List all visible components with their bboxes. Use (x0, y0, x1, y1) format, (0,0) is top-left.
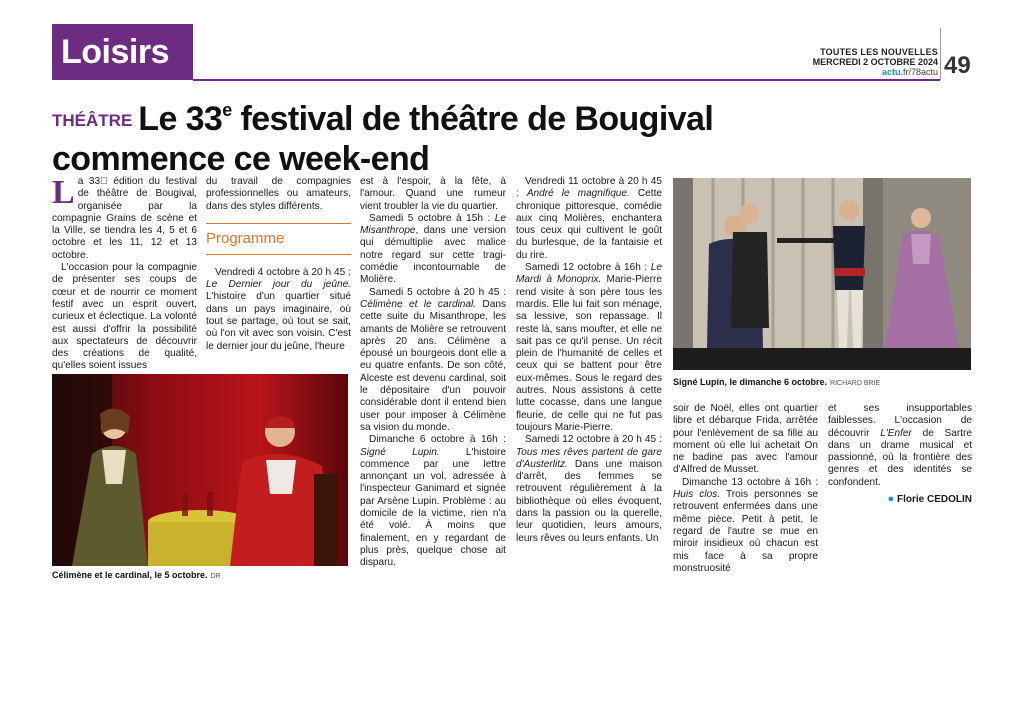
col2-p2-date: Vendredi 4 octobre à 20 h 45 : (215, 266, 351, 278)
intro-text-1: a 33  édition du festival de théâtre de Bougival, organisée par la compagnie Grains de scène et la Ville, se tiendra les 4, 5 et 6 octobre et les 11, 12 et 13 octobre. (52, 176, 197, 261)
col3-p4-date: Dimanche 6 octobre à 16h : (369, 434, 506, 446)
header-info (813, 47, 938, 77)
col3-p4-title: Signé Lupin. (360, 446, 440, 458)
column-3 (360, 176, 506, 570)
right-photo-caption (673, 377, 880, 387)
stage-scene-illustration (52, 374, 348, 566)
publication-name: TOUTES LES NOUVELLES (820, 47, 938, 57)
dropcap: L (52, 174, 75, 211)
col5-paragraph-2 (673, 477, 818, 575)
author-signature (828, 493, 972, 506)
intro-paragraph-2: L'occasion pour la compagnie de présenter ses coups de cœur et de nourrir ce moment festif avec un esprit ouvert, curieux et éclectique. La volonté est aussi d'offrir la possibilité aux spectateurs de découvrir des créations de qualité, qu'elles soient issues (52, 262, 197, 372)
article-headline (52, 100, 772, 178)
col5-p2-title: Huis clos. (673, 489, 721, 501)
col5-paragraph-1: soir de Noël, elles ont quartier libre et débarque Frida, arrêtée pour l'enlèvement de sa fille au moment où elle lui achetait On ne badine pas avec l'amour d'Alfred de Musset. (673, 403, 818, 476)
programme-heading: Programme (206, 223, 351, 255)
headline-part2: festival de théâtre de Bougival commence ce week-end (52, 100, 714, 178)
col3-paragraph-1: est à l'espoir, à la fête, à l'amour. Quand une rumeur vient troubler la vie du quartier. (360, 176, 506, 212)
column-6 (828, 403, 972, 506)
col3-p4-body: L'histoire commence par une lettre annonçant un vol, adressée à l'inspecteur Ganimard et signée par Arsène Lupin. Problème : au domicile de la victime, rien n'a été volé. À moins que finalement, en y regardant de plus près, quelque chose ait disparu. (360, 446, 507, 569)
headline-kicker: THÉÂTRE (52, 111, 133, 130)
photo-celimene-cardinal (52, 374, 348, 566)
col6-paragraph-1 (828, 403, 972, 489)
col2-paragraph-1: du travail de compagnies professionnelles ou amateurs, dans des styles différents. (206, 176, 351, 212)
lupin-scene-illustration (673, 178, 971, 370)
site-url (813, 67, 938, 77)
col4-p2-title: Le Mardi à Monoprix. (516, 262, 662, 286)
left-caption-text: Célimène et le cardinal, le 5 octobre. (52, 570, 208, 580)
col5-p2-date: Dimanche 13 octobre à 16h : (682, 476, 818, 488)
col3-p2-title: Le Misanthrope (360, 212, 506, 237)
intro-paragraph-1 (52, 176, 197, 262)
col4-paragraph-2 (516, 262, 662, 434)
col4-p3-date: Samedi 12 octobre à 20 h 45 : (525, 434, 662, 446)
col4-p3-title: Tous mes rêves partent de gare d'Austerlitz. (516, 446, 662, 470)
column-5 (673, 403, 818, 575)
col4-p1-title: André le magnifique. (526, 188, 630, 200)
signature-bullet: ● (887, 493, 895, 506)
col6-p1-title: L'Enfer (880, 427, 912, 439)
site-brand: actu (881, 67, 901, 77)
section-tag: Loisirs (52, 24, 193, 80)
col3-p2-date: Samedi 5 octobre à 15h : (369, 212, 495, 224)
col4-paragraph-1 (516, 176, 662, 262)
col4-p1-date: Vendredi 11 octobre à 20 h 45 : (516, 176, 662, 200)
col4-paragraph-3 (516, 434, 662, 545)
col3-paragraph-2 (360, 213, 506, 287)
col3-p2-body: , dans une version qui démultiplie avec malice notre regard sur cette tragi-comédie incontournable de Molière. (360, 225, 506, 286)
col3-paragraph-3 (360, 287, 506, 435)
col3-paragraph-4 (360, 434, 506, 569)
col4-p3-body: Dans une maison d'arrêt, des femmes se retrouvent régulièrement à la bibliothèque où elles évoquent, dans la passion ou la querelle, leur quotidien, leurs amours, leurs rêves ou leurs enfants. Un (516, 458, 662, 544)
left-caption-credit: DR (210, 573, 221, 580)
col2-paragraph-2 (206, 267, 351, 353)
col5-p2-body: Trois personnes se retrouvent enfermées dans une même pièce. Petit à petit, le regard de l'autre se mue en miroir insidieux où chacun est mis face à sa propre monstruosité (673, 489, 818, 574)
page-number: 49 (944, 52, 971, 79)
col6-p1-a: et ses insupportables faiblesses. L'occasion de découvrir (828, 403, 972, 439)
left-photo-caption (52, 570, 221, 580)
issue-date: MERCREDI 2 OCTOBRE 2024 (812, 57, 938, 67)
author-name: Florie CEDOLIN (896, 494, 972, 506)
photo-signe-lupin (673, 178, 971, 370)
col4-p1-body: Cette chronique pittoresque, comédie aux cinq Molières, enchantera tous ceux qui cultivent le goût du burlesque, de la fantaisie et du rire. (516, 188, 662, 261)
col4-p2-body: Marie-Pierre rend visite à son père tous les mardis. Elle lui fait son ménage, sa lessive, son repassage. Il reste là, sans moufter, et elle ne sait pas ce qu'il pense. Un récit plein de l'humanité de celles et ceux qui se battent pour être eux-mêmes. Sous le regard des autres. Nous assistons à cette lutte cocasse, dans une langue fleurie, de celle qui ne fut pas toujours Marie-Pierre. (516, 274, 662, 433)
col3-p3-date: Samedi 5 octobre à 20 h 45 : (369, 286, 506, 298)
col3-p3-title: Célimène et le cardinal. (360, 298, 477, 310)
column-2 (206, 176, 351, 353)
column-1 (52, 176, 197, 373)
page-separator (940, 28, 941, 80)
site-path: .fr/78actu (900, 67, 938, 77)
column-4 (516, 176, 662, 545)
col3-p3-body: Dans cette suite du Misanthrope, les amants de Molière se retrouvent après 20 ans. Célimène a épousé un bourgeois dont elle a eu quatre enfants. De son côté, Alceste est devenu cardinal, soit le dépositaire d'un pouvoir considérable dont il entend bien user pour imposer à Célimène sa vision du monde. (360, 298, 506, 433)
right-caption-credit: RICHARD BRIE (830, 380, 881, 387)
header-rule (193, 79, 940, 81)
col4-p2-date: Samedi 12 octobre à 16h : (525, 262, 651, 274)
col6-p1-body: de Sartre dans un drame musical et passionné, où la frontière des genres et des identités se confondent. (828, 427, 972, 488)
headline-sup: e (222, 100, 232, 120)
col2-p2-body: L'histoire d'un quartier situé dans un pays imaginaire, où tout se partage, où tout se sait, où l'on vit avec son voisin. C'est le dernier jour du jeûne, l'heure (206, 291, 351, 352)
col2-p2-title: Le Dernier jour du jeûne. (206, 279, 351, 291)
headline-part1: Le 33 (138, 100, 223, 138)
right-caption-text: Signé Lupin, le dimanche 6 octobre. (673, 377, 828, 387)
